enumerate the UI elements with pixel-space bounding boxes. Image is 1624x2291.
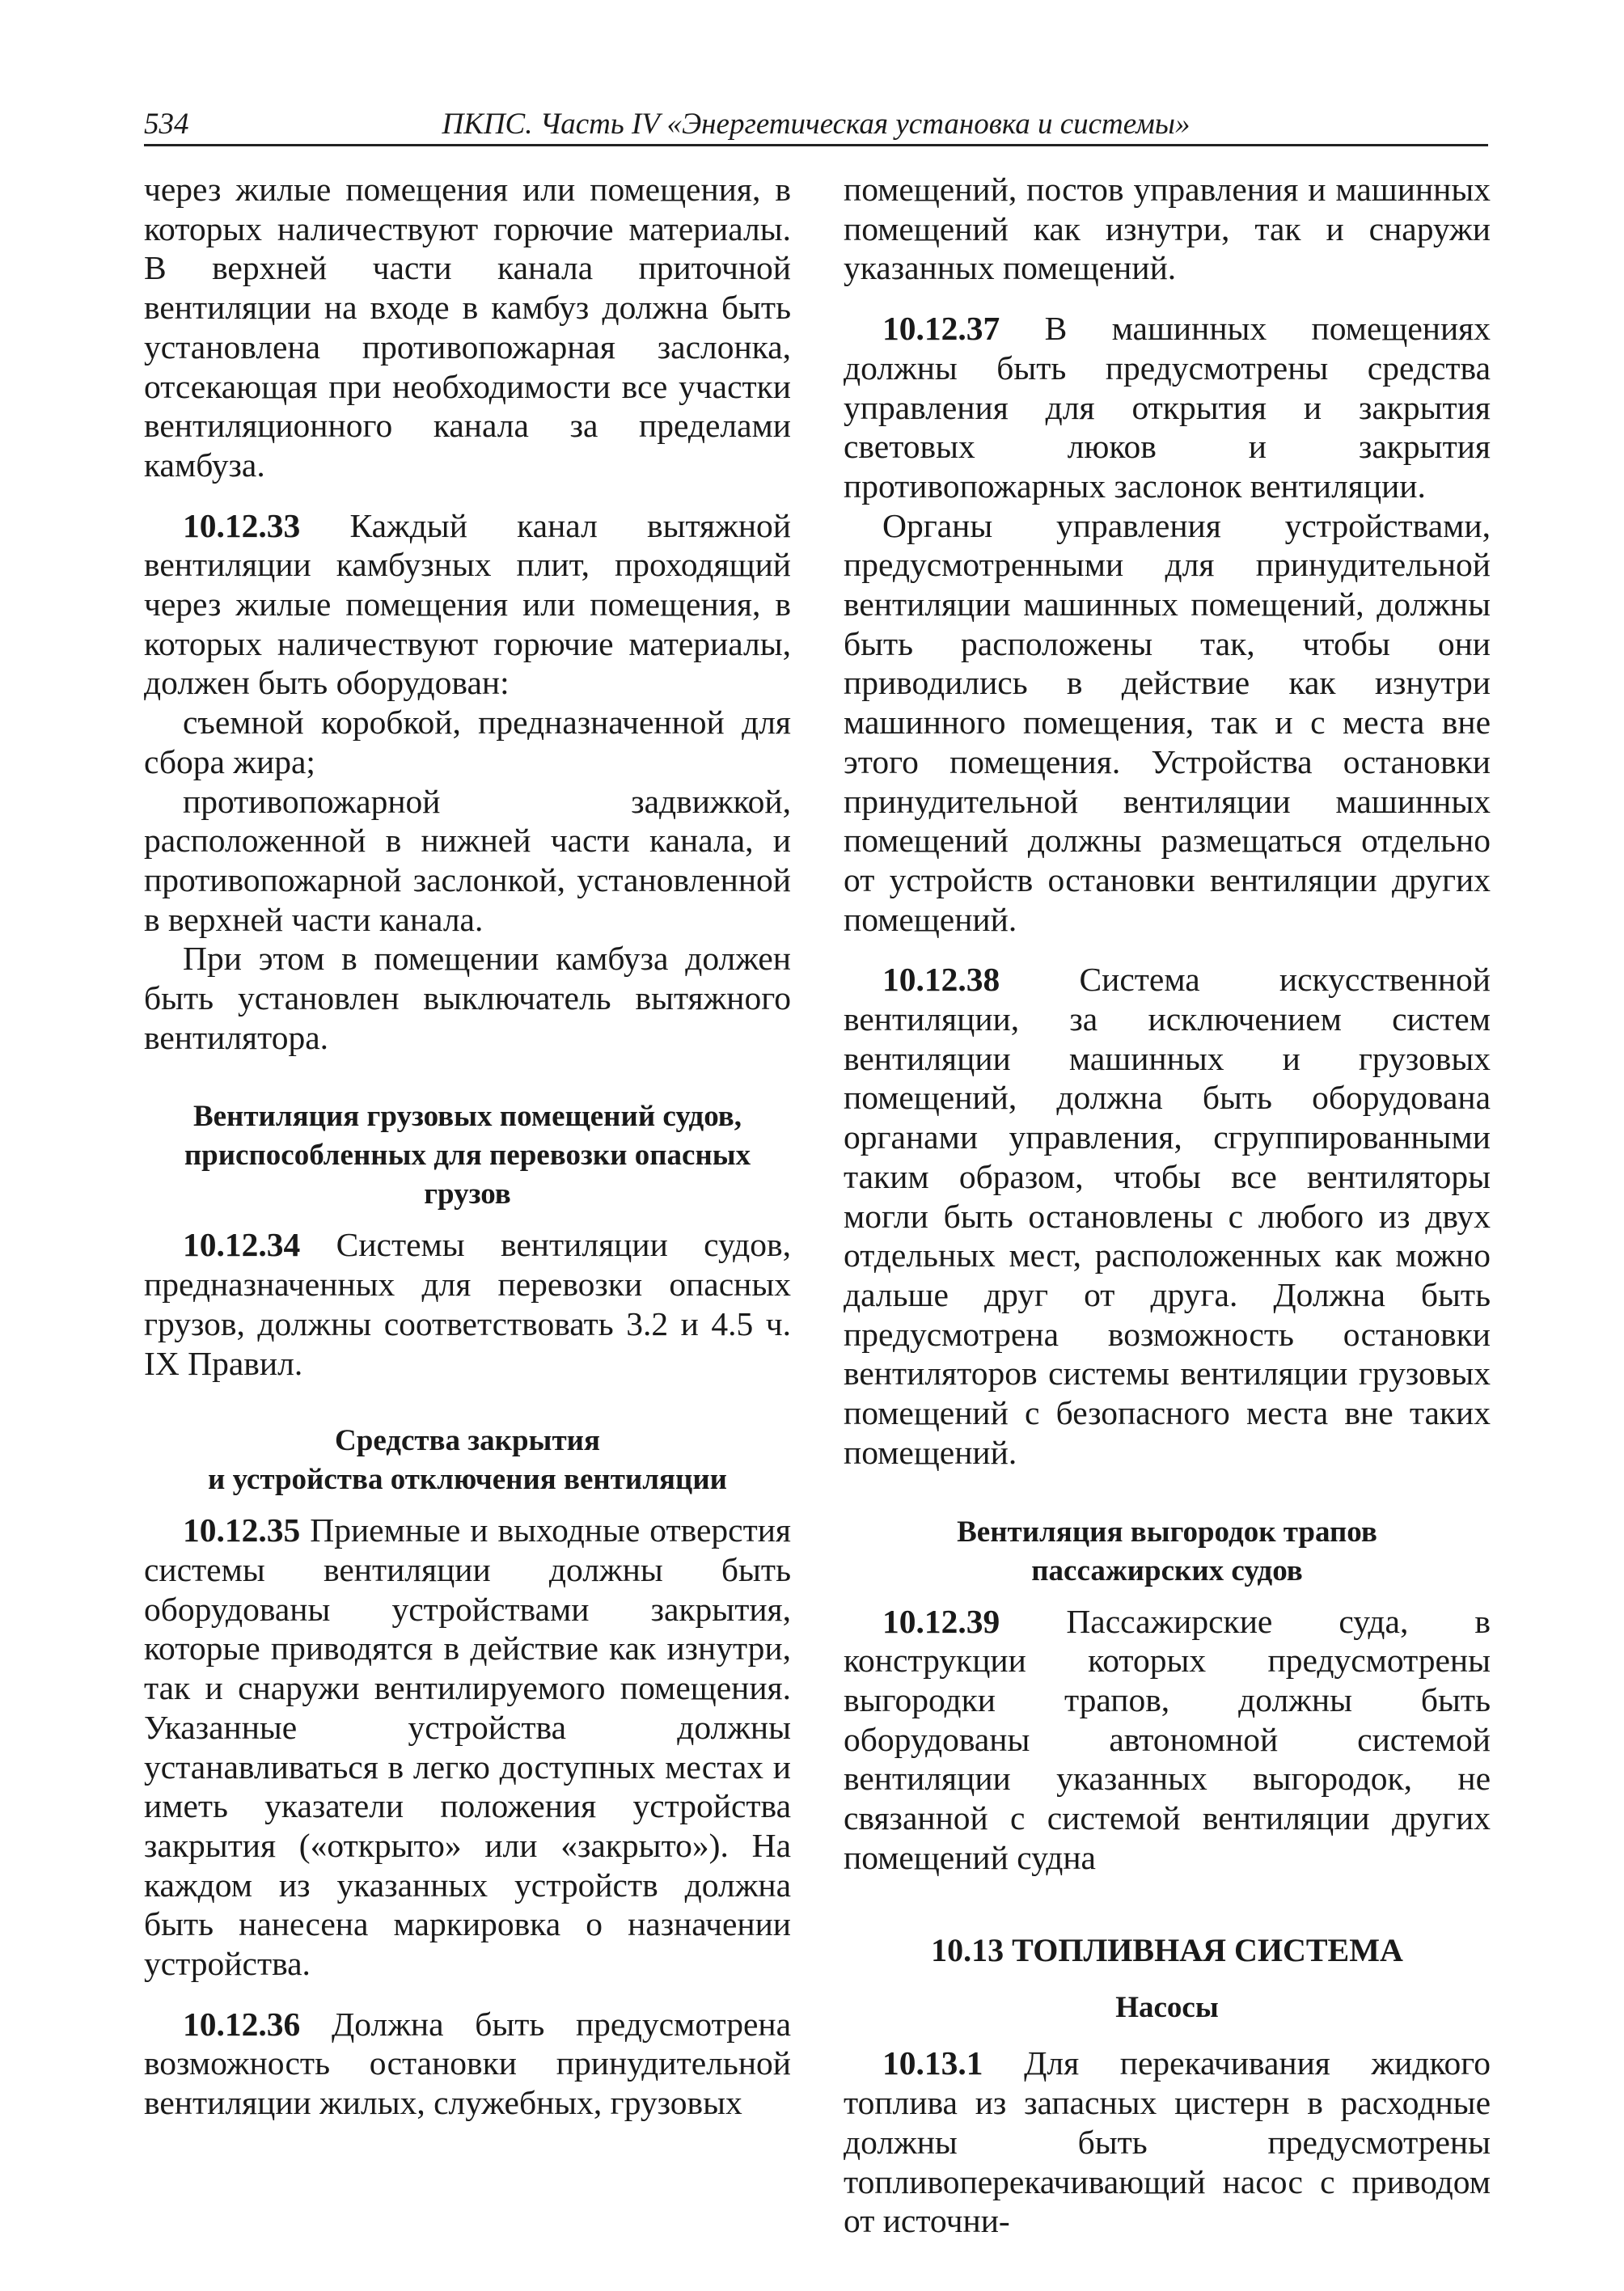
heading-line: Вентиляция выгородок трапов xyxy=(957,1515,1377,1549)
section-heading-ladder-enclosures xyxy=(844,1513,1491,1591)
section-heading-closing-devices xyxy=(144,1422,791,1499)
clause-10-12-39 xyxy=(844,1602,1491,1878)
clause-text: Каждый канал вытяжной вентиляции камбузных плит, проходящий через жилые помещения или помещения, в которых наличествуют горючие материалы, должен быть оборудован: xyxy=(144,506,791,702)
heading-line: Вентиляция грузовых помещений судов, xyxy=(192,1100,742,1134)
clause-text: Пассажирские суда, в конструкции которых предусмотрены выгородки трапов, должны быть оборудованы автономной системой вентиляции указанных выгородок, не связанной с системой вентиляции других помещений судна xyxy=(844,1602,1491,1876)
paragraph: Органы управления устройствами, предусмотренными для принудительной вентиляции машинных помещений, должны быть расположены так, чтобы они приводились в действие как изнутри машинного помещения, так и с места вне этого помещения. Устройства остановки принудительной вентиляции машинных помещений должны размещаться отдельно от устройств остановки вентиляции других помещений. xyxy=(844,506,1491,938)
list-item: съемной коробкой, предназначенной для сбора жира; xyxy=(144,704,791,780)
page-header xyxy=(144,104,1488,146)
running-title: ПКПС. Часть IV «Энергетическая установка и системы» xyxy=(442,108,1191,141)
clause-10-12-38 xyxy=(844,960,1491,1472)
clause-text: Системы вентиляции судов, предназначенных для перевозки опасных грузов, должны соответствовать 3.2 и 4.5 ч. IX Правил. xyxy=(144,1226,792,1382)
heading-line: пассажирских судов xyxy=(1031,1553,1303,1587)
clause-number: 10.13.1 xyxy=(882,2044,983,2082)
clause-number: 10.12.34 xyxy=(183,1226,301,1264)
clause-10-12-36 xyxy=(144,2005,791,2123)
section-heading-pumps: Насосы xyxy=(1115,1991,1219,2025)
clause-number: 10.12.36 xyxy=(183,2005,301,2043)
clause-text: Приемные и выходные отверстия системы вентиляции должны быть оборудованы устройствами закрытия, которые приводятся в действие как изнутри, так и снаружи вентилируемого помещения. Указанные устройства должны устанавливаться в легко доступных местах и иметь указатели положения устройства закрытия («открыто» или «закрыто»). На каждом из указанных устройств должна быть нанесена маркировка о назначении устройства. xyxy=(144,1511,791,1983)
right-column xyxy=(844,170,1491,2241)
chapter-heading-fuel-system: 10.13 ТОПЛИВНАЯ СИСТЕМА xyxy=(931,1932,1403,1969)
heading-line: Средства закрытия xyxy=(335,1424,600,1458)
clause-number: 10.12.39 xyxy=(882,1602,1000,1640)
clause-10-12-34 xyxy=(144,1225,791,1383)
clause-number: 10.12.37 xyxy=(882,310,1000,348)
clause-text: В машинных помещениях должны быть предусмотрены средства управления для открытия и закрытия световых люков и закрытия противопожарных заслонок вентиляции. xyxy=(844,310,1491,505)
clause-number: 10.12.38 xyxy=(882,961,1000,999)
list-item: противопожарной задвижкой, расположенной в нижней части канала, и противопожарной заслонкой, установленной в верхней части канала. xyxy=(144,782,791,938)
clause-number: 10.12.35 xyxy=(183,1511,301,1549)
clause-text: Должна быть предусмотрена возможность остановки принудительной вентиляции жилых, служебных, грузовых xyxy=(144,2005,791,2122)
heading-line: грузов xyxy=(424,1177,511,1211)
section-heading-cargo-ventilation xyxy=(144,1097,791,1214)
heading-line: приспособленных для перевозки опасных xyxy=(184,1139,751,1173)
clause-text: Система искусственной вентиляции, за исключением систем вентиляции машинных и грузовых помещений, должна быть оборудована органами управления, сгруппированными таким образом, чтобы все вентиляторы могли быть остановлены с любого из двух отдельных мест, расположенных как можно дальше друг от друга. Должна быть предусмотрена возможность остановки вентиляторов системы вентиляции грузовых помещений с безопасного места вне таких помещений. xyxy=(844,961,1491,1471)
paragraph-continued: через жилые помещения или помещения, в которых наличествуют горючие материалы. В верхней части канала приточной вентиляции на входе в камбуз должна быть установлена противопожарная заслонка, отсекающая при необходимости все участки вентиляционного канала за пределами камбуза. xyxy=(144,171,791,484)
heading-line: и устройства отключения вентиляции xyxy=(208,1463,727,1497)
left-column xyxy=(144,170,791,2123)
paragraph-continued: помещений, постов управления и машинных помещений как изнутри, так и снаружи указанных помещений. xyxy=(844,171,1491,287)
clause-10-13-1 xyxy=(844,2044,1491,2241)
clause-10-12-33 xyxy=(144,506,791,704)
clause-text: Для перекачивания жидкого топлива из запасных цистерн в расходные должны быть предусмотрены топливоперекачивающий насос с приводом от источни- xyxy=(844,2044,1491,2240)
clause-10-12-35 xyxy=(144,1511,791,1983)
paragraph: При этом в помещении камбуза должен быть установлен выключатель вытяжного вентилятора. xyxy=(144,940,791,1056)
clause-10-12-37 xyxy=(844,309,1491,506)
clause-number: 10.12.33 xyxy=(183,506,301,544)
page-number: 534 xyxy=(144,108,189,141)
